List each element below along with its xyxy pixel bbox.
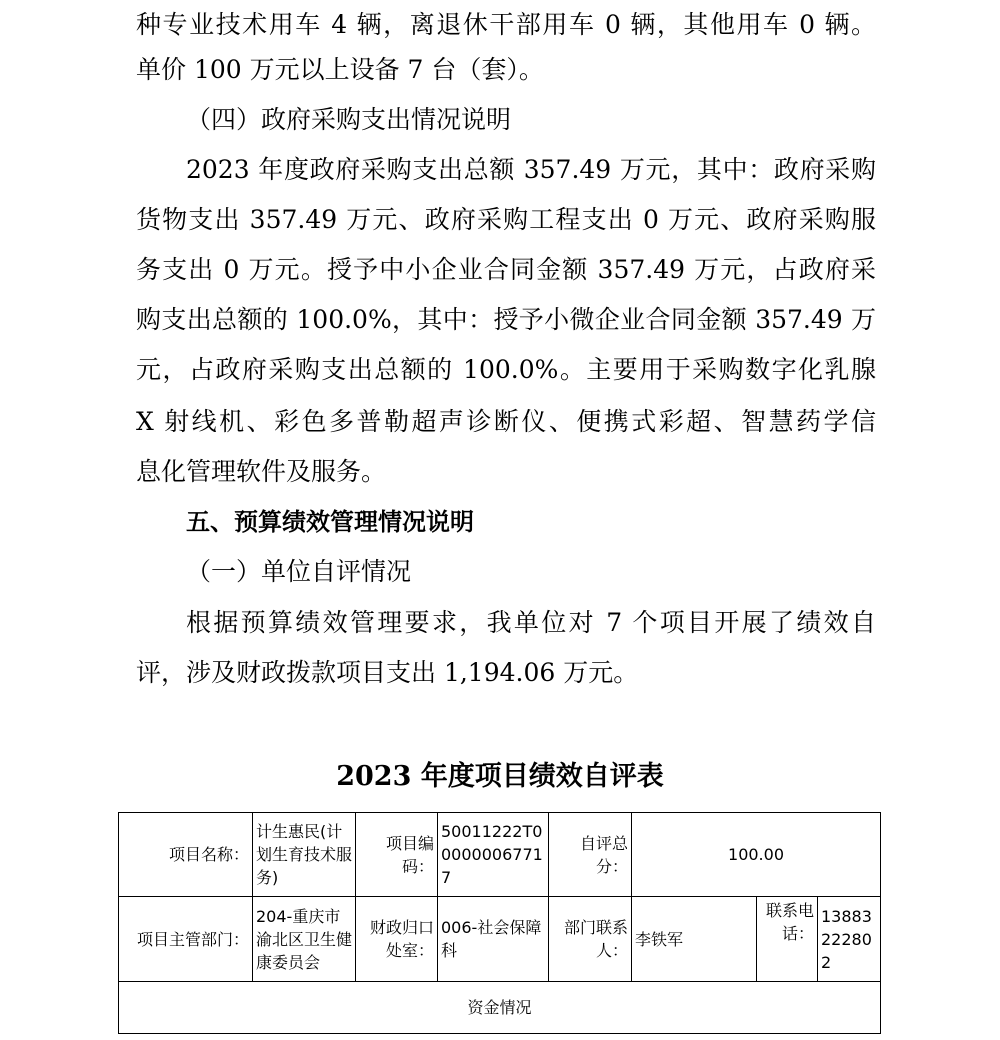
paragraph-line: 单价 100 万元以上设备 7 台（套）。 (136, 55, 544, 84)
subsection-heading: （一）单位自评情况 (186, 557, 412, 586)
score-value: 100.00 (632, 813, 881, 897)
project-name-value: 计生惠民(计划生育技术服务) (253, 813, 356, 897)
finance-office-label: 财政归口处室： (356, 897, 438, 982)
contact-value: 李铁军 (632, 897, 757, 982)
performance-eval-table (118, 812, 881, 1034)
paragraph-line: 货物支出 357.49 万元、政府采购工程支出 0 万元、政府采购服 (136, 205, 876, 234)
paragraph-line: 根据预算绩效管理要求，我单位对 7 个项目开展了绩效自 (186, 608, 876, 637)
phone-value: 13883222802 (818, 897, 881, 982)
table-row (119, 897, 881, 982)
section-heading: 五、预算绩效管理情况说明 (186, 508, 474, 536)
table-row (119, 982, 881, 1034)
section-heading: （四）政府采购支出情况说明 (186, 105, 512, 134)
funds-heading: 资金情况 (119, 982, 881, 1034)
paragraph-line: 息化管理软件及服务。 (136, 457, 387, 486)
project-code-label: 项目编码： (356, 813, 438, 897)
dept-value: 204-重庆市渝北区卫生健康委员会 (253, 897, 356, 982)
paragraph-line: 元，占政府采购支出总额的 100.0%。主要用于采购数字化乳腺 (136, 355, 876, 384)
paragraph-line: 务支出 0 万元。授予中小企业合同金额 357.49 万元，占政府采 (136, 255, 876, 284)
dept-label: 项目主管部门： (119, 897, 253, 982)
phone-label: 联系电话： (757, 897, 818, 982)
score-label: 自评总分： (549, 813, 632, 897)
table-row (119, 813, 881, 897)
paragraph-line: 种专业技术用车 4 辆，离退休干部用车 0 辆，其他用车 0 辆。 (136, 10, 876, 39)
table-title: 2023 年度项目绩效自评表 (336, 761, 664, 792)
contact-label: 部门联系人： (549, 897, 632, 982)
project-code-value: 50011222T000000067717 (438, 813, 549, 897)
paragraph-line: X 射线机、彩色多普勒超声诊断仪、便携式彩超、智慧药学信 (136, 407, 876, 436)
project-name-label: 项目名称： (119, 813, 253, 897)
paragraph-line: 评，涉及财政拨款项目支出 1,194.06 万元。 (136, 658, 639, 687)
paragraph-line: 2023 年度政府采购支出总额 357.49 万元，其中：政府采购 (186, 155, 876, 184)
paragraph-line: 购支出总额的 100.0%，其中：授予小微企业合同金额 357.49 万 (136, 305, 876, 334)
finance-office-value: 006-社会保障科 (438, 897, 549, 982)
